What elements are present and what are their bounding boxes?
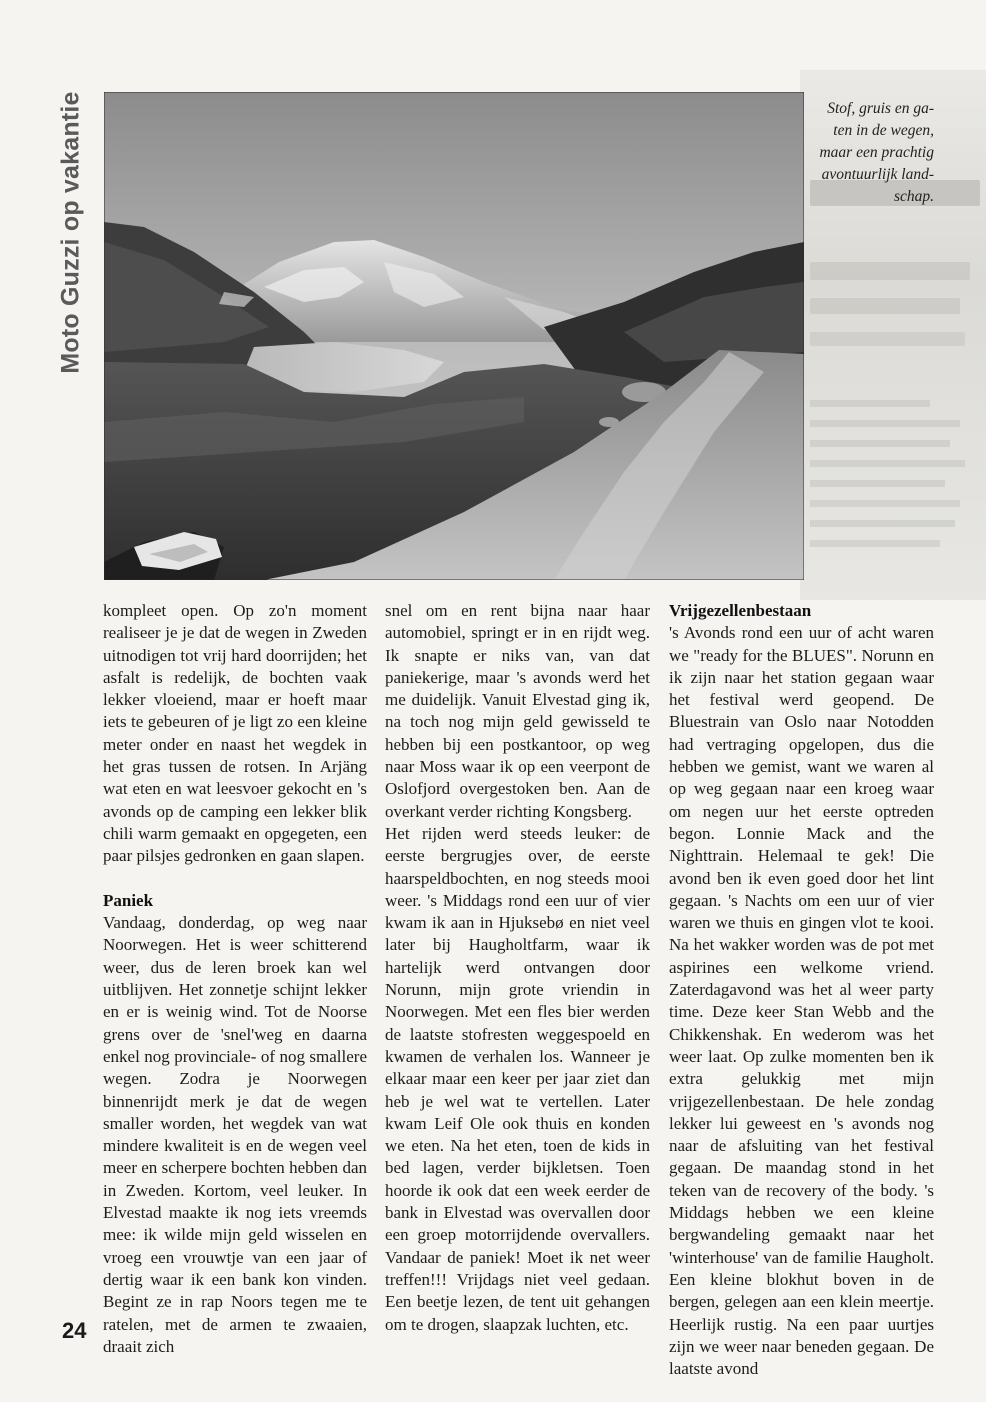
section-label-text: Moto Guzzi op vakantie bbox=[56, 90, 85, 374]
ghost-heading bbox=[810, 298, 960, 314]
ghost-heading bbox=[810, 332, 965, 346]
paragraph: snel om en rent bijna naar haar automobiel, springt er in en rijdt weg. Ik snapte er niks van, van dat paniekerige, maar 's avonds werd het me duidelijk. Vanuit Elvestad ging ik, na toch nog mijn geld gewisseld te hebben bij een postkantoor, op weg naar Moss waar ik op een veerpont de Oslofjord overgestoken ben. Aan de overkant verder richting Kongsberg. bbox=[385, 601, 650, 821]
caption-line: ten in de wegen, bbox=[833, 122, 934, 139]
paragraph: Het rijden werd steeds leuker: de eerste bergrugjes over, de eerste haarspeldbochten, en nog steeds mooi weer. 's Middags rond een uur of vier kwam ik aan in Hjuksebø en niet veel later bij Haugholtfarm, waar ik hartelijk werd ontvangen door Norunn, mijn grote vriendin in Noorwegen. Met een fles bier werden de laatste stofresten weggespoeld en kwamen de verhalen los. Wanneer je elkaar maar een keer per jaar ziet dan heb je wel wat te vertellen. Later kwam Leif Ole ook thuis en konden we eten. Na het eten, toen de kids in bed lagen, verder bijkletsen. Toen hoorde ik ook dat een week eerder de bank in Elvestad was overvallen door een groep motorrijdende overvallers. Vandaar de paniek! Moet ik net weer treffen!!! Vrijdags niet veel gedaan. Een beetje lezen, de tent uit gehangen om te drogen, slaapzak luchten, etc. bbox=[385, 823, 650, 1334]
photo-caption bbox=[808, 98, 934, 208]
ghost-line bbox=[810, 440, 950, 447]
caption-line: Stof, gruis en ga- bbox=[827, 100, 934, 117]
ghost-heading bbox=[810, 262, 970, 280]
ghost-line bbox=[810, 480, 945, 487]
page-number: 24 bbox=[62, 1318, 87, 1343]
ghost-line bbox=[810, 540, 940, 547]
article-column-1 bbox=[103, 600, 367, 1358]
paragraph: Vandaag, donderdag, op weg naar Noorwegen. Het is weer schitterend weer, dus de leren broek kan wel uitblijven. Het zonnetje schijnt lekker en er is weinig wind. Tot de Noorse grens over de 'snel'weg en daarna enkel nog provinciale- of nog smallere wegen. Zodra je Noorwegen binnenrijdt merk je dat de wegen smaller worden, het wegdek van wat mindere kwaliteit is en de wegen veel meer en scherpere bochten hebben dan in Zweden. Kortom, veel leuker. In Elvestad maakte ik nog iets vreemds mee: ik wilde mijn geld wisselen en vroeg een vrouwtje van een jaar of dertig waar ik een bank kon vinden. Begint ze in rap Noors tegen me te ratelen, met de armen te zwaaien, draait zich bbox=[103, 913, 367, 1356]
section-heading-vrijgezellenbestaan: Vrijgezellenbestaan bbox=[669, 601, 812, 620]
ghost-line bbox=[810, 460, 965, 467]
ghost-line bbox=[810, 420, 960, 427]
caption-line: avontuurlijk land- bbox=[821, 166, 934, 183]
article-column-2 bbox=[385, 600, 650, 1336]
caption-line: maar een prachtig bbox=[819, 144, 934, 161]
section-heading-paniek: Paniek bbox=[103, 890, 154, 910]
photo-illustration bbox=[104, 92, 804, 580]
paragraph: 's Avonds rond een uur of acht waren we "ready for the BLUES". Norunn en ik zijn naar het station gegaan waar het festival werd geopend. De Bluestrain van Oslo naar Notodden had vertraging opgelopen, dus die hebben we gemist, want we waren al op weg gegaan naar een kroeg waar om negen uur het eerste optreden begon. Lonnie Mack and the Nighttrain. Helemaal te gek! Die avond ben ik even goed door het lint gegaan. 's Nachts om een uur of vier waren we thuis en gingen vlot te kooi. Na het wakker worden was de pot met aspirines een welkome vriend. Zaterdagavond was het al weer party time. Deze keer Stan Webb and the Chikkenshak. En wederom was het weer laat. Op zulke momenten ben ik extra gelukkig met mijn vrijgezellenbestaan. De hele zondag lekker lui geweest en 's avonds nog naar de afsluiting van het festival gegaan. De maandag stond in het teken van de recovery of the body. 's Middags hebben we een kleine bergwandeling gemaakt naar het 'winterhouse' van de familie Haugholt. Een kleine blokhut boven in de bergen, gelegen aan een klein meertje. Heerlijk rustig. Na een paar uurtjes zijn we weer naar beneden gegaan. De laatste avond bbox=[669, 623, 934, 1379]
landscape-photo bbox=[104, 92, 804, 580]
section-label bbox=[54, 92, 88, 372]
paragraph: kompleet open. Op zo'n moment realiseer je je dat de wegen in Zweden uitnodigen tot vrij hard doorrijden; het asfalt is redelijk, de bochten vaak lekker vloeiend, maar er hoeft maar iets te gebeuren of je ligt zo een kleine meter onder en naast het wegdek in het gras tussen de rotsen. In Arjäng wat eten en wat leesvoer gekocht en 's avonds op de camping een lekker blik chili warm gemaakt en opgegeten, een paar pilsjes gedronken en gaan slapen. bbox=[103, 601, 367, 866]
ghost-line bbox=[810, 520, 955, 527]
caption-line: schap. bbox=[893, 188, 934, 205]
ghost-line bbox=[810, 500, 960, 507]
ghost-line bbox=[810, 400, 930, 407]
article-column-3 bbox=[669, 600, 934, 1380]
spacer bbox=[103, 868, 367, 890]
